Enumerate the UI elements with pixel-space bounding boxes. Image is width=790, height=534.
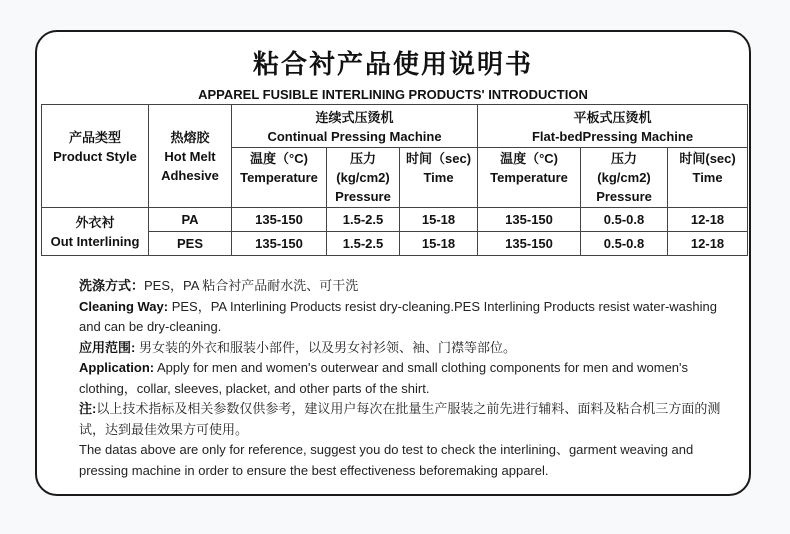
notes-section (79, 276, 739, 481)
note-cn-label: 注: (79, 401, 97, 416)
flatbed-en: Flat-bedPressing Machine (531, 129, 694, 144)
cleaning-cn-text: PES，PA 粘合衬产品耐水洗、可干洗 (144, 278, 359, 293)
pressure-cn: 压力 (611, 151, 638, 166)
flatbed-pressure-header (581, 148, 668, 208)
cleaning-en-label: Cleaning Way: (79, 298, 169, 314)
continual-time-cell: 15-18 (400, 208, 478, 232)
continual-machine-header (232, 105, 478, 148)
flatbed-machine-header (478, 105, 748, 148)
flatbed-temp-cell: 135-150 (478, 232, 581, 256)
flatbed-time-cell: 12-18 (668, 208, 748, 232)
product-style-value-cn: 外衣衬 (75, 214, 115, 230)
application-en-label: Application: (79, 360, 155, 375)
cleaning-cn (79, 276, 739, 297)
time-cn: 时间(sec) (679, 151, 736, 166)
cleaning-cn-label: 洗涤方式： (79, 278, 145, 293)
cleaning-en (79, 297, 739, 338)
pressure-unit: (kg/cm2) (336, 170, 390, 185)
adhesive-cell: PA (149, 208, 232, 232)
pressure-en: Pressure (335, 189, 391, 204)
continual-time-cell: 15-18 (400, 232, 478, 256)
flatbed-temp-header (478, 148, 581, 208)
continual-pressure-cell: 1.5-2.5 (327, 208, 400, 232)
continual-cn: 连续式压烫机 (315, 110, 394, 125)
hot-melt-en: Hot Melt Adhesive (161, 149, 219, 183)
continual-temp-header (232, 148, 327, 208)
page-title: 粘合衬产品使用说明书 (252, 49, 533, 79)
hot-melt-cn: 热熔胶 (170, 130, 210, 145)
time-en: Time (423, 170, 454, 185)
product-style-value-en: Out Interlining (50, 233, 140, 249)
cleaning-en-text: PES，PA Interlining Products resist dry-cleaning.PES Interlining Products resist water-washing and can be dry-cleaning. (79, 298, 717, 334)
temp-cn: 温度（°C) (500, 151, 558, 166)
pressure-cn: 压力 (349, 151, 376, 166)
note-cn (79, 399, 739, 440)
temp-en: Temperature (240, 170, 318, 185)
temp-en: Temperature (490, 170, 568, 185)
temp-cn: 温度（°C) (250, 151, 308, 166)
application-cn (79, 338, 739, 359)
application-cn-text: 男女装的外衣和服装小部件，以及男女衬衫领、袖、门襟等部位。 (135, 339, 516, 355)
spec-table (41, 104, 748, 256)
product-style-en: Product Style (53, 149, 137, 164)
product-style-cell (42, 208, 149, 256)
application-cn-label: 应用范围: (79, 339, 136, 355)
application-en (79, 358, 739, 399)
continual-temp-cell: 135-150 (232, 208, 327, 232)
flatbed-pressure-cell: 0.5-0.8 (581, 208, 668, 232)
continual-pressure-header (327, 148, 400, 208)
table-row (42, 208, 748, 232)
pressure-unit: (kg/cm2) (597, 170, 651, 185)
application-en-text: Apply for men and women's outerwear and small clothing components for men and women's clothing，collar, sleeves, placket, and other parts of the shirt. (79, 360, 689, 396)
continual-pressure-cell: 1.5-2.5 (327, 232, 400, 256)
note-en: The datas above are only for reference, suggest you do test to check the interlining、garment weaving and pressing machine in order to ensure the best effectiveness beforemaking apparel. (79, 442, 694, 478)
product-style-cn: 产品类型 (68, 130, 121, 145)
instruction-card (35, 30, 751, 496)
flatbed-time-header (668, 148, 748, 208)
continual-temp-cell: 135-150 (232, 232, 327, 256)
page-subtitle: APPAREL FUSIBLE INTERLINING PRODUCTS' INTRODUCTION (198, 87, 588, 102)
flatbed-time-cell: 12-18 (668, 232, 748, 256)
table-header-row-1 (42, 105, 748, 148)
product-style-header (42, 105, 149, 208)
flatbed-cn: 平板式压烫机 (573, 110, 652, 125)
continual-time-header (400, 148, 478, 208)
flatbed-temp-cell: 135-150 (478, 208, 581, 232)
adhesive-cell: PES (149, 232, 232, 256)
continual-en: Continual Pressing Machine (267, 129, 442, 144)
time-cn: 时间（sec) (406, 151, 472, 166)
pressure-en: Pressure (596, 189, 652, 204)
flatbed-pressure-cell: 0.5-0.8 (581, 232, 668, 256)
note-cn-text: 以上技术指标及相关参数仅供参考，建议用户每次在批量生产服装之前先进行辅料、面料及粘合机三方面的测试，达到最佳效果方可使用。 (79, 401, 721, 437)
hot-melt-header (149, 105, 232, 208)
time-en: Time (692, 170, 723, 185)
